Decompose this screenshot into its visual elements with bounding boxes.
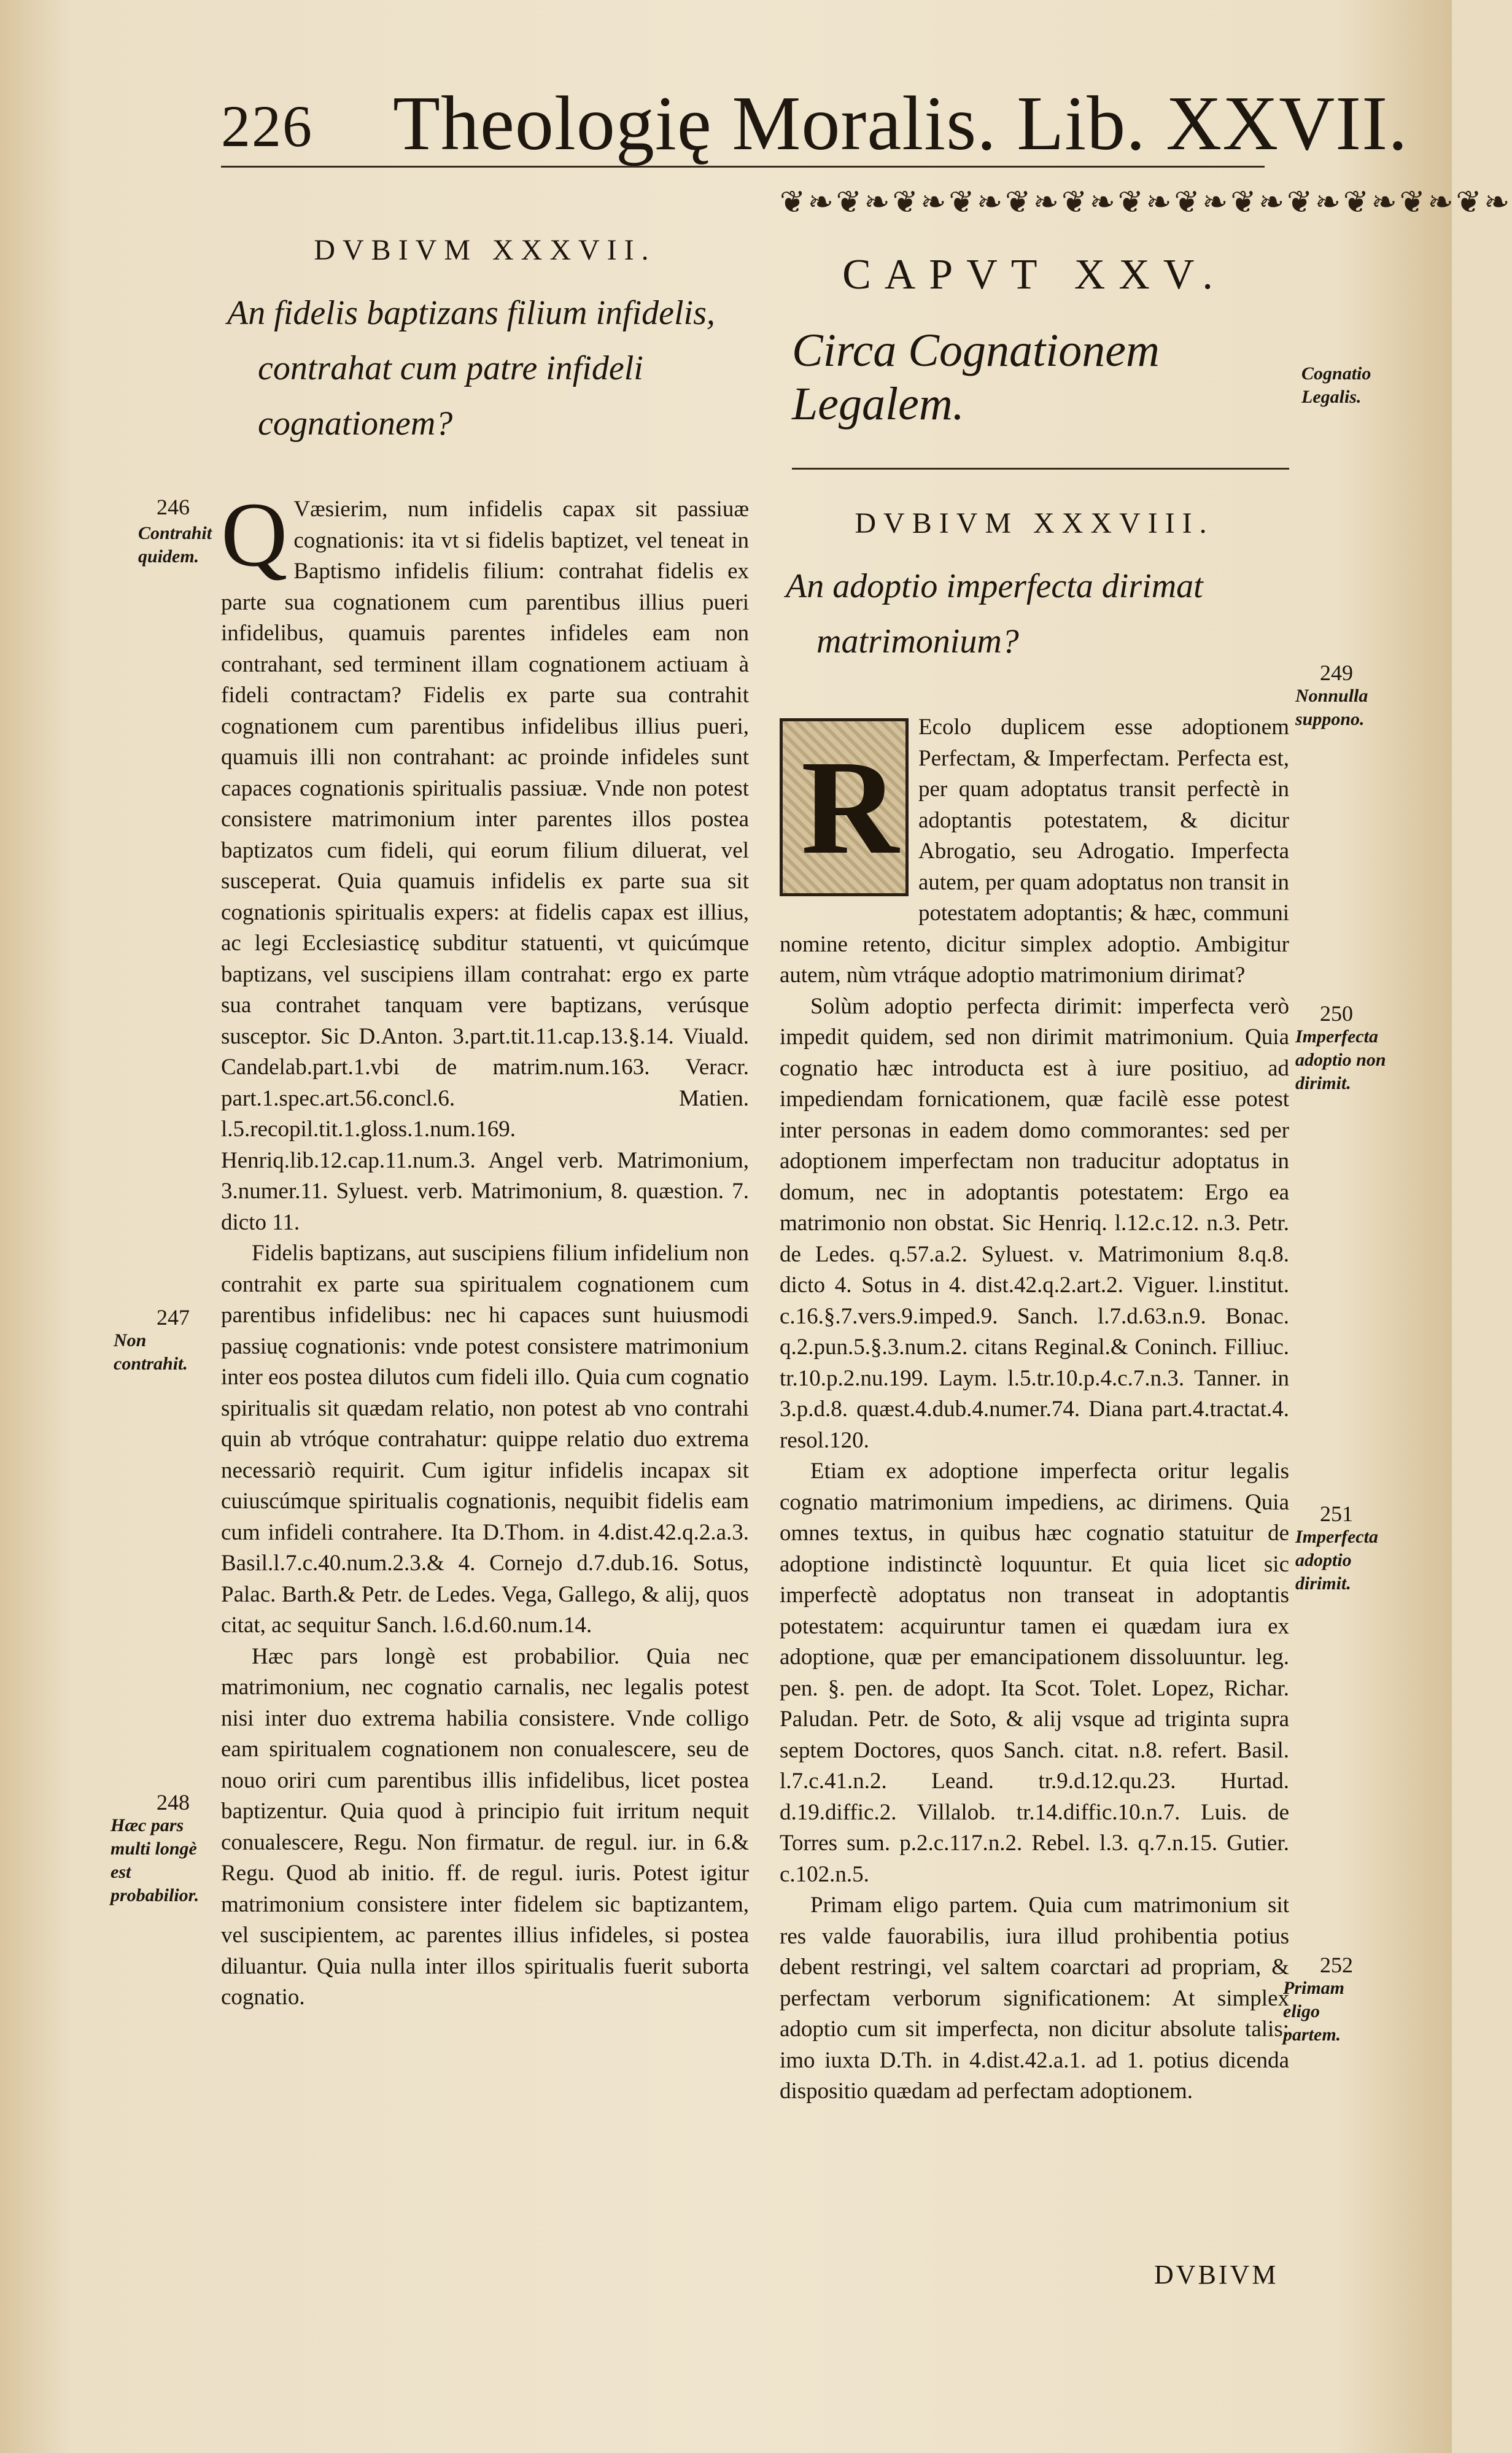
paragraph-250: Solùm adoptio perfecta dirimit: imperfecta verò impedit quidem, sed non dirimit matrimonium. Quia cognatio hæc introducta est à iure positiuo, ad impediendam fornicationem, quæ facilè esse potest inter personas in eadem domo commorantes: sed per adoptionem imperfectam non traducitur adoptatus in domum, nec in adoptantis potestatem: Ergo ea matrimonio non obstat. Sic Henriq. l.12.c.12. n.3. Petr. de Ledes. q.57.a.2. Syluest. v. Matrimonium 8.q.8. dicto 4. Sotus in 4. dist.42.q.2.art.2. Viguer. l.institut. c.16.§.7.vers.9.imped.9. Sanch. l.7.d.63.n.9. Bonac. q.2.pun.5.§.3.num.2. citans Reginal.& Coninch. Filliuc. tr.10.p.2.nu.199. Laym. l.5.tr.10.p.4.c.7.n.3. Tanner. in 3.p.d.8. quæst.4.dub.4.numer.74. Diana part.4.tractat.4. resol.120. — [780, 993, 1289, 1453]
margin-note: Hæc pars multi longè est probabilior. — [110, 1815, 200, 1905]
chapter-subtitle: Circa Cognationem Legalem. — [792, 325, 1160, 430]
margin-note: Contrahit quidem. — [138, 523, 212, 567]
page-header — [221, 74, 1408, 168]
margin-note: Cognatio Legalis. — [1301, 363, 1371, 407]
paragraph-248: Hæc pars longè est probabilior. Quia nec matrimonium, nec cognatio carnalis, nec legalis potest nisi inter duo extrema habilia consistere. Vnde colligo eam spiritualem cognationem non conualescere, seu de nouo oriri cum parentibus illis infidelibus, licet postea baptizentur. Quia quod à principio fuit irritum nequit conualescere, Regu. Non firmatur. de regul. iur. in 6.& Regu. Quod ab initio. ff. de regul. iuris. Potest igitur matrimonium consistere inter fidelem sic baptizantem, vel suscipientem, ac parentes illius infideles, si postea diluantur. Quia nulla inter illos spiritualis fuerit suborta cognatio. — [221, 1643, 749, 2010]
margin-number: 247 — [157, 1305, 190, 1330]
decorated-initial: R — [780, 718, 909, 896]
margin-number: 246 — [157, 495, 190, 519]
dubium-heading: DVBIVM XXXVII. — [314, 234, 656, 266]
divider-rule — [792, 468, 1289, 470]
paragraph-249: R Ecolo duplicem esse adoptionem Perfectam, & Imperfectam. Perfecta est, per quam adoptatus transit perfectè in adoptantis potestatem, & dicitur Abrogatio, seu Adrogatio. Imperfecta autem, per quam adoptatus non transit in potestatem adoptantis; & hæc, communi nomine retento, dicitur simplex adoptio. Ambigitur autem, nùm vtráque adoptio matrimonium dirimat? — [780, 715, 1289, 988]
paragraph-246: Q Væsierim, num infidelis capax sit passiuæ cognationis: ita vt si fidelis baptizet, vel teneat in Baptismo infidelis filium: contrahat fidelis ex parte sua cognationem cum parentibus illius pueri infidelibus, quamuis parentes infideles eam non contrahant, sed terminent illam cognationem actiuam à fideli contractam? Fidelis ex parte sua contrahit cognationem cum parentibus infidelibus illius pueri, quamuis illi non contrahant: ac proinde infideles sunt capaces cognationis spiritualis passiuæ. Vnde non potest consistere matrimonium inter parentes illos postea baptizatos cum fideli, qui eorum filium diluerat, vel susceperat. Quia quamuis infidelis ex parte sua sit cognationis spiritualis expers: at fidelis capax est illius, ac legi Ecclesiasticę subditur statuenti, vt quicúmque baptizans, vel suscipiens illam contrahat: ergo ex parte sua contrahet tanquam vere baptizans, verúsque susceptor. Sic D.Anton. 3.part.tit.11.cap.13.§.14. Viuald. Candelab.part.1.vbi de matrim.num.163. Veracr. part.1.spec.art.56.concl.6. Matien. l.5.recopil.tit.1.gloss.1.num.169. Henriq.lib.12.cap.11.num.3. Angel verb. Matrimonium, 3.numer.11. Syluest. verb. Matrimonium, 8. quæstion. 7. dicto 11. — [221, 484, 749, 1235]
dubium-heading: DVBIVM XXXVIII. — [855, 507, 1214, 540]
chapter-heading: CAPVT XXV. — [842, 251, 1227, 298]
paragraph-247: Fidelis baptizans, aut suscipiens filium infidelium non contrahit ex parte sua spiritualem cognationem cum parentibus infidelibus: nec hi capaces sunt huiusmodi passiuę cognationis: vnde potest consistere matrimonium inter eos postea dilutos cum fideli illo. Quia cum cognatio spiritualis sit quædam relatio, non potest ab vno contrahi quin ab vtróque contrahatur: quippe relatio duo extrema necessariò requirit. Cum igitur infidelis incapax sit cuiuscúmque spiritualis cognationis, nequibit fidelis eam cum infideli contrahere. Ita D.Thom. in 4.dist.42.q.2.a.3. Basil.l.7.c.40.num.2.3.& 4. Cornejo d.7.dub.16. Sotus, Palac. Barth.& Petr. de Ledes. Vega, Gallego, & alij, quos citat, ac sequitur Sanch. l.6.d.60.num.14. — [221, 1241, 749, 1638]
margin-note: Primam eligo partem. — [1283, 1978, 1345, 2045]
left-column — [221, 233, 749, 2013]
margin-note: Imperfecta adoptio non dirimit. — [1295, 1026, 1386, 1093]
margin-number: 251 — [1320, 1502, 1353, 1526]
margin-number: 250 — [1320, 1001, 1353, 1026]
running-title: Theologię Moralis. Lib. XXVII. — [393, 81, 1408, 166]
paragraph-252: Primam eligo partem. Quia cum matrimonium sit res valde fauorabilis, iura illud prohibentia potius debent restringi, vel saltem coarctari ad propriam, & perfectam verborum significationem: At simplex adoptio cum sit imperfecta, non dicitur absolute talis: imo iuxta D.Th. in 4.dist.42.a.1. ad 1. potius dicenda dispositio quædam ad perfectam adoptionem. — [780, 1893, 1289, 2104]
dropcap-q: Q — [221, 484, 288, 586]
dubium-question: An adoptio imperfecta dirimat matrimonium? — [786, 567, 1203, 661]
margin-note: Non contrahit. — [114, 1330, 188, 1374]
paragraph-251: Etiam ex adoptione imperfecta oritur legalis cognatio matrimonium impediens, ac dirimens. Quia omnes textus, in quibus hæc cognatio statuitur de adoptione indistinctè loquuntur. Et quia licet sic imperfectè adoptatus non transeat in adoptantis potestatem: acquiruntur tamen ei quædam iura ex adoptione, quæ per emancipationem dissoluuntur. leg. pen. §. pen. de adopt. Ita Scot. Tolet. Lopez, Richar. Paludan. Petr. de Soto, & alij vsque ad triginta supra septem Doctores, quos Sanch. citat. n.8. refert. Basil. l.7.c.41.n.2. Leand. tr.9.d.12.qu.23. Hurtad. d.19.diffic.2. Villalob. tr.14.diffic.10.n.7. Luis. de Torres sum. p.2.c.117.n.2. Rebel. l.3. q.7.n.15. Gutier. c.102.n.5. — [780, 1459, 1289, 1887]
dubium-question: An fidelis baptizans filium infidelis, contrahat cum patre infideli cognationem? — [227, 294, 715, 443]
margin-number: 248 — [157, 1790, 190, 1815]
margin-note: Imperfecta adoptio dirimit. — [1295, 1527, 1378, 1594]
margin-number: 249 — [1320, 661, 1353, 685]
margin-note: Nonnulla suppono. — [1295, 686, 1368, 729]
page-number: 226 — [221, 93, 313, 159]
margin-number: 252 — [1320, 1953, 1353, 1977]
catchword: DVBIVM — [1154, 2260, 1279, 2290]
ornament-band: ❦❧❦❧❦❧❦❧❦❧❦❧❦❧❦❧❦❧❦❧❦❧❦❧❦❧ — [780, 185, 1512, 219]
